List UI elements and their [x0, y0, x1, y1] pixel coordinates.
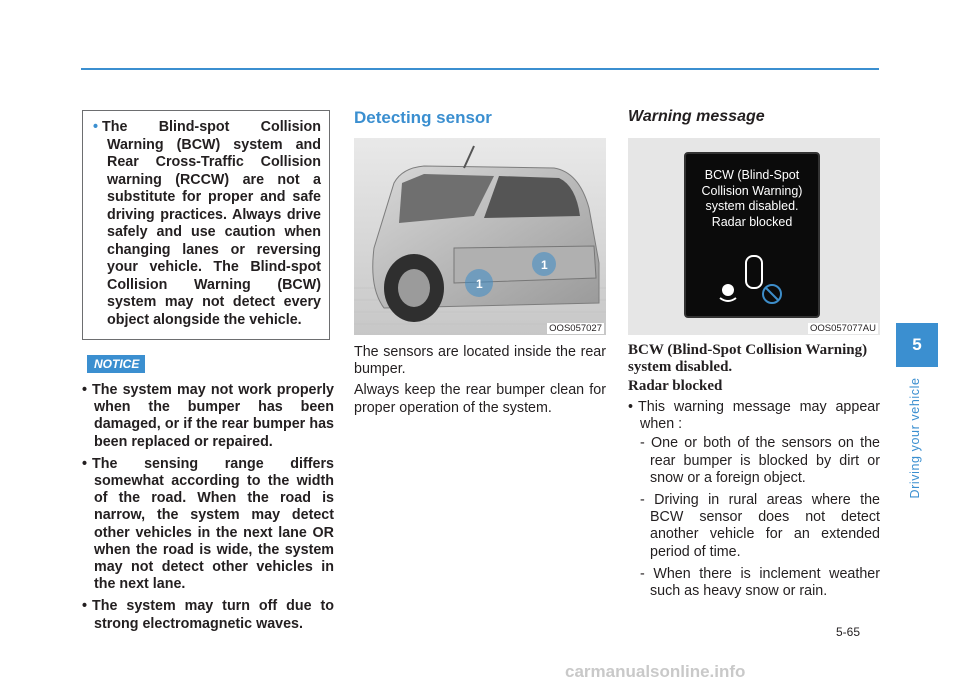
bullet-icon: •	[93, 119, 99, 135]
cluster-message-illustration	[628, 138, 880, 335]
watermark: carmanualsonline.info	[565, 662, 746, 681]
warning-text: • The Blind-spot Collision Warning (BCW) system and Rear Cross-Traffic Collision warning (RCCW) are not a substitute for proper and safe driving practices. Always drive safely and use caution when changing lanes or reversing your vehicle. The Blind-spot Collision Warning (BCW) system may not detect every object alongside the vehicle.	[93, 119, 321, 328]
section-title-warning-message: Warning message	[628, 108, 765, 125]
radar-blocked-heading: Radar blocked	[628, 378, 723, 394]
list-item: - Driving in rural areas where the BCW sensor does not detect another vehicle for an extended period of time.	[640, 492, 881, 560]
header-rule	[81, 68, 879, 70]
list-item: • The sensing range differs somewhat according to the width of the road. When the road is narrow, the system may detect other vehicles in the next lane OR when the road is wide, the system may not detect other vehicles in the next lane.	[82, 455, 334, 593]
cluster-screen	[684, 152, 820, 318]
chapter-number: 5	[896, 323, 938, 367]
sensor-description	[354, 344, 606, 421]
list-item: • This warning message may appear when :	[628, 399, 880, 433]
notice-label: NOTICE	[87, 355, 145, 373]
section-title-detecting-sensor: Detecting sensor	[354, 108, 492, 127]
car-rear-icon	[354, 138, 606, 335]
svg-text:1: 1	[541, 258, 548, 272]
bcw-disabled-heading: BCW (Blind-Spot Collision Warning) system disabled.	[628, 342, 868, 375]
screen-message: BCW (Blind-Spot Collision Warning) system disabled. Radar blocked	[701, 168, 803, 229]
chapter-label: Driving your vehicle	[908, 377, 922, 499]
list-item: - One or both of the sensors on the rear bumper is blocked by dirt or snow or a foreign object.	[640, 435, 880, 486]
warning-box	[82, 110, 330, 340]
list-item: • The system may turn off due to strong electromagnetic waves.	[82, 598, 334, 632]
warning-conditions-list	[628, 399, 880, 605]
paragraph: The sensors are located inside the rear bumper.	[354, 344, 606, 378]
sensor-illustration	[354, 138, 606, 335]
page-number: 5-65	[836, 625, 861, 639]
paragraph: Always keep the rear bumper clean for proper operation of the system.	[354, 382, 606, 416]
list-item: • The system may not work properly when the bumper has been damaged, or if the rear bumper has been replaced or repaired.	[82, 382, 334, 450]
radar-blocked-icon	[714, 250, 794, 310]
list-item: - When there is inclement weather such as heavy snow or rain.	[640, 565, 881, 600]
image-code: OOS057077AU	[809, 323, 876, 334]
image-code: OOS057027	[549, 323, 602, 334]
condition-list	[628, 435, 880, 600]
svg-text:1: 1	[476, 277, 483, 291]
notice-list	[82, 382, 334, 638]
